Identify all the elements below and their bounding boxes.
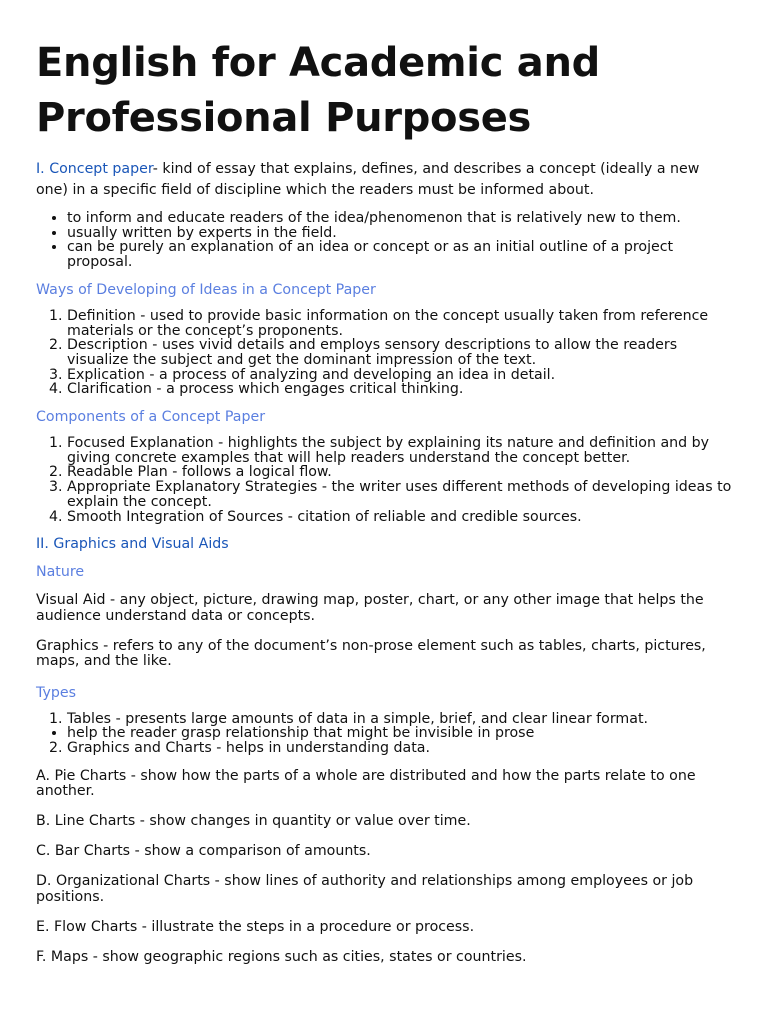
graphics-definition: Graphics - refers to any of the document’s non-prose element such as tables, charts, pictures, maps, and the like. <box>36 637 706 670</box>
types-heading: Types <box>36 684 76 701</box>
title-line-2: Professional Purposes <box>36 95 532 141</box>
maps-paragraph: F. Maps - show geographic regions such as cities, states or countries. <box>36 948 527 965</box>
list-item: 4. Smooth Integration of Sources - citation of reliable and credible sources. <box>67 510 732 525</box>
components-list <box>36 436 732 524</box>
concept-paper-definition <box>36 159 732 201</box>
bar-charts-paragraph: C. Bar Charts - show a comparison of amounts. <box>36 843 371 860</box>
ways-list <box>36 309 732 397</box>
page-title <box>36 36 732 146</box>
list-item: 3. Explication - a process of analyzing and developing an idea in detail. <box>67 368 732 383</box>
list-item: 2. Description - uses vivid details and employs sensory descriptions to allow the readers visualize the subject and get the dominant impression of the text. <box>67 338 732 367</box>
list-item: • to inform and educate readers of the idea/phenomenon that is relatively new to them. <box>67 211 732 226</box>
concept-paper-purpose-list <box>36 211 732 270</box>
flow-charts-paragraph: E. Flow Charts - illustrate the steps in a procedure or process. <box>36 918 475 935</box>
list-item: • can be purely an explanation of an idea or concept or as an initial outline of a project proposal. <box>67 240 732 269</box>
concept-paper-link[interactable]: I. Concept paper <box>36 161 153 177</box>
ways-heading: Ways of Developing of Ideas in a Concept Paper <box>36 281 376 298</box>
list-item: 4. Clarification - a process which engages critical thinking. <box>67 382 732 397</box>
list-item: 1. Definition - used to provide basic information on the concept usually taken from reference materials or the concept’s proponents. <box>67 309 732 338</box>
graphics-section-heading: II. Graphics and Visual Aids <box>36 536 229 553</box>
list-item: • usually written by experts in the field. <box>67 226 732 241</box>
nature-heading: Nature <box>36 564 85 581</box>
list-item: 1. Focused Explanation - highlights the subject by explaining its nature and definition and by giving concrete examples that will help readers understand the concept better. <box>67 436 732 465</box>
types-list <box>36 712 732 756</box>
concept-paper-text: - kind of essay that explains, defines, and describes a concept (ideally a new one) in a specific field of discipline which the readers must be informed about. <box>36 161 700 198</box>
organizational-charts-paragraph: D. Organizational Charts - show lines of authority and relationships among employees or job positions. <box>36 873 694 905</box>
list-item: 1. Tables - presents large amounts of data in a simple, brief, and clear linear format. <box>67 712 732 727</box>
list-item: 2. Readable Plan - follows a logical flow. <box>67 465 732 480</box>
title-line-1: English for Academic and <box>36 40 600 86</box>
components-heading: Components of a Concept Paper <box>36 409 266 426</box>
pie-charts-paragraph: A. Pie Charts - show how the parts of a whole are distributed and how the parts relate to one another. <box>36 767 696 800</box>
list-item: 2. Graphics and Charts - helps in understanding data. <box>67 741 732 756</box>
list-item: 3. Appropriate Explanatory Strategies - the writer uses different methods of developing ideas to explain the concept. <box>67 480 732 509</box>
sub-bullet-item: • help the reader grasp relationship that might be invisible in prose <box>67 726 732 741</box>
line-charts-paragraph: B. Line Charts - show changes in quantity or value over time. <box>36 813 471 830</box>
visual-aid-definition: Visual Aid - any object, picture, drawing map, poster, chart, or any other image that helps the audience understand data or concepts. <box>36 592 704 624</box>
